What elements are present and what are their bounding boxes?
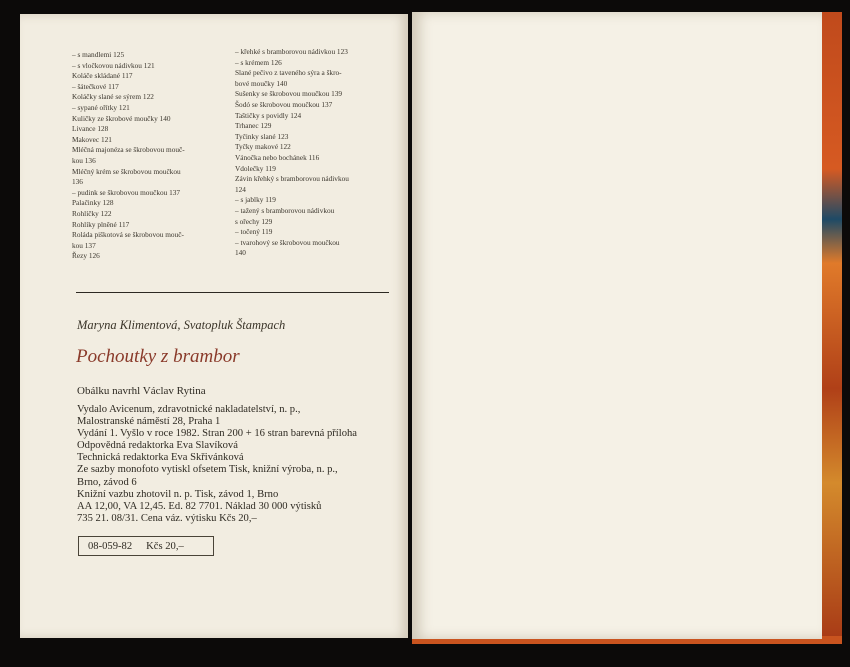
index-entry: bové moučky 140 [235,78,288,88]
index-entry: Livance 128 [72,124,109,134]
index-entry: 140 [235,248,246,258]
index-entry: – tažený s bramborovou nádivkou [235,205,335,215]
index-entry: Řezy 126 [72,251,100,261]
index-entry: – s vločkovou nádivkou 121 [72,60,155,70]
index-entry: Taštičky s povidly 124 [235,110,302,120]
index-entry: Mléčná majonéza se škrobovou mouč- [72,145,185,155]
index-entry: – pudink se škrobovou moučkou 137 [72,187,181,197]
imprint-line: 735 21. 08/31. Cena váz. výtisku Kčs 20,– [77,512,257,524]
imprint-line: AA 12,00, VA 12,45. Ed. 82 7701. Náklad 30 000 výtisků [77,500,322,512]
price-box [78,536,214,556]
index-entry: – s jablky 119 [235,195,276,205]
index-column-left [72,50,185,262]
index-entry: – s krémem 126 [235,57,282,67]
index-entry: kou 137 [72,240,96,250]
index-entry: kou 136 [72,155,96,165]
index-entry: Trhanec 129 [235,121,272,131]
index-entry: s ořechy 129 [235,216,273,226]
index-entry: Palačinky 128 [72,198,114,208]
imprint [77,404,357,525]
index-entry: – točený 119 [235,227,273,237]
book-title: Pochoutky z brambor [76,346,240,367]
price: Kčs 20,– [146,540,184,552]
cover-credit: Obálku navrhl Václav Rytina [77,385,206,397]
index-entry: – s mandlemi 125 [72,50,125,59]
index-entry: Roláda piškotová se škrobovou mouč- [72,230,184,240]
catalog-code: 08-059-82 [88,540,133,552]
index-entry: – sypané ořítky 121 [72,102,130,112]
index-entry: Koláčky slané se sýrem 122 [72,92,154,102]
index-entry: Tyčinky slané 123 [235,131,289,141]
index-column-right [235,47,349,259]
imprint-line: Odpovědná redaktorka Eva Slavíková [77,440,238,452]
index-entry: Vdolečky 119 [235,163,276,173]
divider-rule [76,292,389,293]
index-entry: Kuličky ze škrobové moučky 140 [72,113,171,123]
imprint-line: Vydání 1. Vyšlo v roce 1982. Stran 200 + 16 stran barevná příloha [77,428,357,440]
right-page-blank [412,12,822,639]
index-entry: Mléčný krém se škrobovou moučkou [72,166,181,176]
index-entry: – tvarohový se škrobovou moučkou [235,237,340,247]
index-entry: 124 [235,184,246,194]
index-entry: 136 [72,177,83,187]
imprint-line: Brno, závod 6 [77,476,137,488]
index-entry: Tyčky makové 122 [235,142,291,152]
index-entry: – šátečkové 117 [72,81,119,91]
imprint-line: Vydalo Avicenum, zdravotnické nakladatelství, n. p., [77,404,301,415]
index-entry: Závin křehký s bramborovou nádivkou [235,174,349,184]
index-entry: Slané pečivo z taveného sýra a škro- [235,68,342,78]
index-entry: Sušenky se škrobovou moučkou 139 [235,89,343,99]
imprint-line: Malostranské náměstí 28, Praha 1 [77,416,221,428]
imprint-line: Technická redaktorka Eva Skřivánková [77,452,244,464]
cover-edge [820,12,842,640]
authors: Maryna Klimentová, Svatopluk Štampach [77,318,286,332]
index-entry: Makovec 121 [72,134,112,144]
index-entry: Rohlíky plněné 117 [72,219,130,229]
index-entry: Rohlíčky 122 [72,208,112,218]
index-entry: – křehké s bramborovou nádivkou 123 [235,47,348,56]
imprint-line: Ze sazby monofoto vytiskl ofsetem Tisk, knižní výroba, n. p., [77,464,338,476]
index-entry: Koláče skládané 117 [72,71,133,81]
imprint-line: Knižní vazbu zhotovil n. p. Tisk, závod 1, Brno [77,488,279,500]
index-entry: Vánočka nebo bochánek 116 [235,152,320,162]
index-entry: Šodó se škrobovou moučkou 137 [235,99,333,109]
